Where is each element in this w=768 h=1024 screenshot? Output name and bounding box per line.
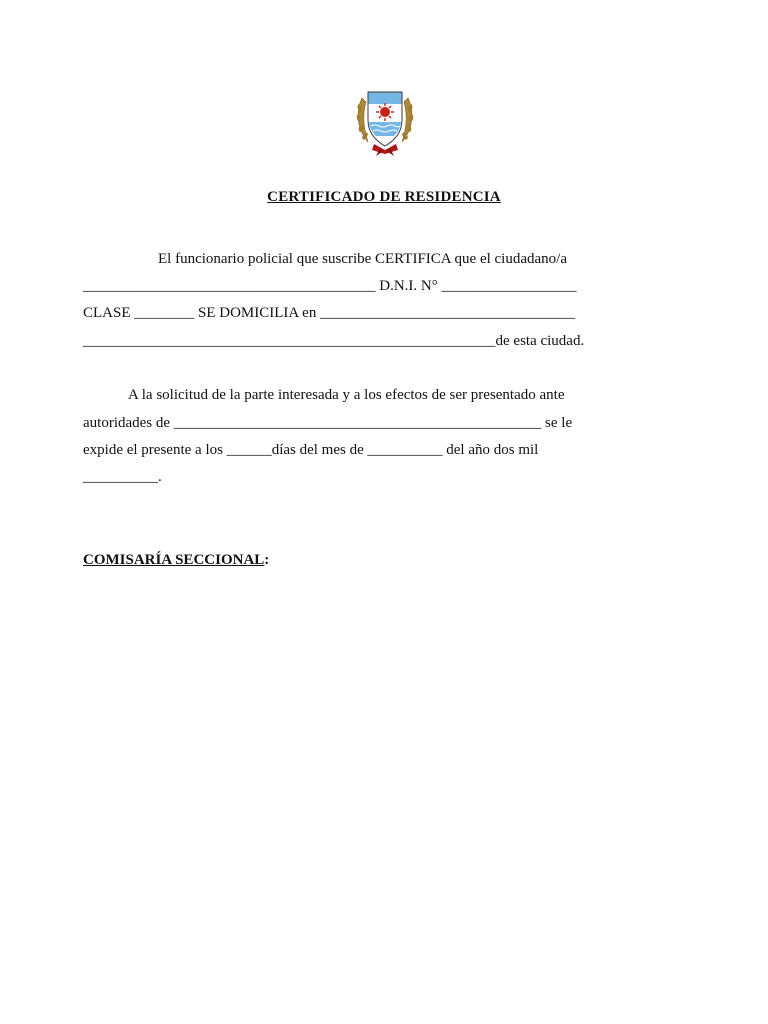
paragraph2-line1: A la solicitud de la parte interesada y a los efectos de ser presentado ante: [128, 387, 565, 403]
paragraph1-line1: El funcionario policial que suscribe CERTIFICA que el ciudadano/a: [158, 251, 567, 267]
paragraph1-line3: CLASE ________ SE DOMICILIA en __________________________________: [83, 305, 576, 321]
paragraph2-line2: autoridades de _________________________________________________ se le: [83, 415, 573, 431]
document-title: CERTIFICADO DE RESIDENCIA: [267, 189, 501, 205]
footer-colon: :: [264, 552, 270, 568]
paragraph1-line2: _______________________________________ D.N.I. N° __________________: [83, 278, 577, 294]
coat-of-arms-seal: [352, 84, 418, 156]
footer-station-label: [83, 550, 269, 570]
paragraph1-line4: _______________________________________________________de esta ciudad.: [83, 333, 585, 349]
paragraph2-line3: expide el presente a los ______días del mes de __________ del año dos mil: [83, 442, 539, 458]
footer-label-text: COMISARÍA SECCIONAL: [83, 552, 265, 568]
paragraph2-line4: __________.: [83, 469, 162, 485]
